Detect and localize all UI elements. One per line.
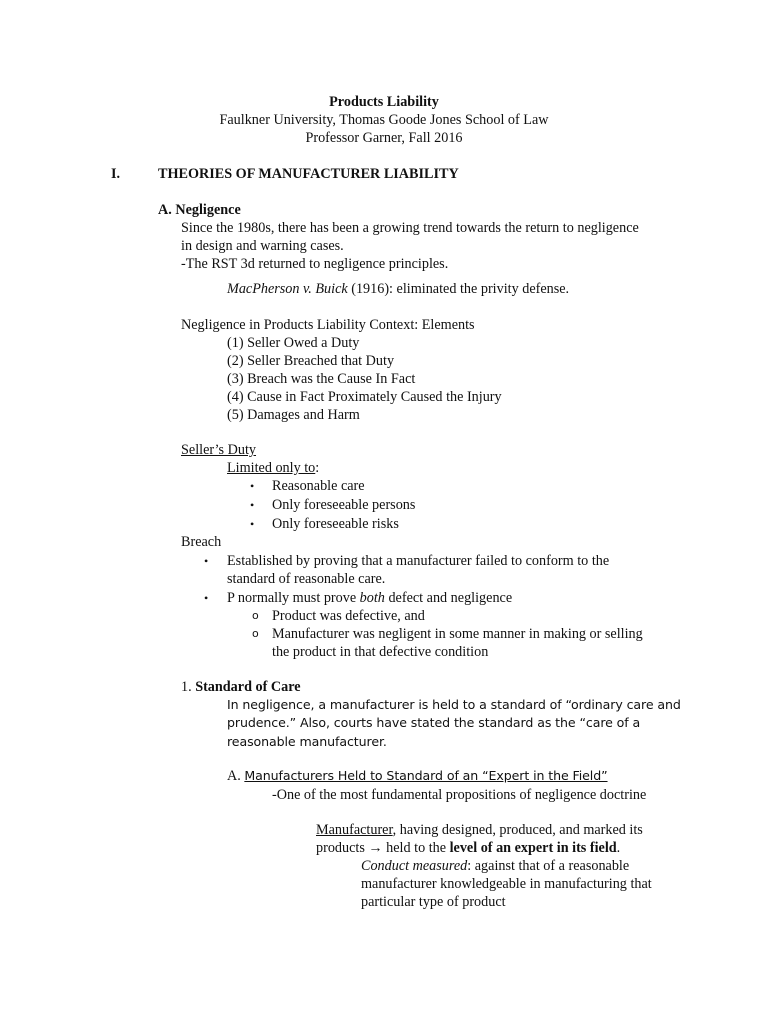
breach-sub-1: Product was defective, and <box>272 608 425 624</box>
standard-of-care-heading <box>181 678 301 696</box>
limited-colon: : <box>315 460 320 476</box>
macpherson-case-line <box>227 280 569 298</box>
breach-heading: Breach <box>181 534 222 550</box>
conduct-line-2: manufacturer knowledgeable in manufacturing that <box>361 876 652 892</box>
standard-line-2: prudence.” Also, courts have stated the standard as the “care of a <box>227 715 641 730</box>
manufacturer-line <box>316 821 643 839</box>
negligence-heading: A. Negligence <box>158 202 241 218</box>
bullet-2-emphasis: both <box>359 590 385 606</box>
breach-bullet-2 <box>227 589 512 607</box>
breach-bullet-1-line-2: standard of reasonable care. <box>227 571 386 587</box>
breach-bullet-1-line-1: Established by proving that a manufacturer failed to conform to the <box>227 553 610 569</box>
products-line <box>316 839 620 857</box>
expert-heading-line <box>227 767 608 785</box>
sellers-duty-heading: Seller’s Duty <box>181 442 257 458</box>
bullet-icon: • <box>204 554 209 568</box>
bullet-icon: • <box>204 591 209 605</box>
element-item: (1) Seller Owed a Duty <box>227 335 360 351</box>
rst-line: -The RST 3d returned to negligence principles. <box>181 256 449 272</box>
duty-item: Only foreseeable persons <box>272 497 416 513</box>
expert-heading: Manufacturers Held to Standard of an “Expert in the Field” <box>244 768 608 783</box>
bullet-icon: • <box>250 498 255 512</box>
products-end: . <box>616 840 621 856</box>
standard-number: 1. <box>181 679 196 695</box>
manufacturer-rest: , having designed, produced, and marked its <box>392 822 643 838</box>
products-pre: products <box>316 840 369 856</box>
element-item: (5) Damages and Harm <box>227 407 360 423</box>
element-item: (4) Cause in Fact Proximately Caused the Injury <box>227 389 502 405</box>
limited-only-to-line <box>227 459 319 477</box>
case-name: MacPherson v. Buick <box>227 281 348 297</box>
sub-bullet-icon: o <box>252 627 259 640</box>
case-holding: (1916): eliminated the privity defense. <box>347 281 570 297</box>
standard-title: Standard of Care <box>195 679 301 695</box>
breach-sub-2-line-1: Manufacturer was negligent in some manner in making or selling <box>272 626 643 642</box>
negligence-intro-line-1: Since the 1980s, there has been a growing trend towards the return to negligence <box>181 220 639 236</box>
conduct-line-3: particular type of product <box>361 894 506 910</box>
bullet-icon: • <box>250 479 255 493</box>
elements-heading: Negligence in Products Liability Context: Elements <box>181 317 475 333</box>
expert-prefix: A. <box>227 768 245 784</box>
duty-item: Reasonable care <box>272 478 365 494</box>
expert-proposition: -One of the most fundamental propositions of negligence doctrine <box>272 787 647 803</box>
manufacturer-label: Manufacturer <box>316 822 393 838</box>
sub-bullet-icon: o <box>252 609 259 622</box>
element-item: (2) Seller Breached that Duty <box>227 353 395 369</box>
limited-only-to-label: Limited only to <box>227 460 316 476</box>
document-title: Products Liability <box>329 94 439 110</box>
conduct-label: Conduct measured <box>361 858 468 874</box>
standard-line-3: reasonable manufacturer. <box>227 734 387 749</box>
breach-sub-2-line-2: the product in that defective condition <box>272 644 489 660</box>
section-numeral: I. <box>111 166 121 182</box>
bullet-icon: • <box>250 517 255 531</box>
institution-line: Faulkner University, Thomas Goode Jones School of Law <box>219 112 549 128</box>
conduct-rest: : against that of a reasonable <box>467 858 630 874</box>
standard-line-1: In negligence, a manufacturer is held to a standard of “ordinary care and <box>227 697 681 712</box>
right-arrow-icon: → <box>368 840 383 856</box>
products-mid: held to the <box>382 840 450 856</box>
element-item: (3) Breach was the Cause In Fact <box>227 371 416 387</box>
bullet-2-pre: P normally must prove <box>227 590 360 606</box>
professor-line: Professor Garner, Fall 2016 <box>305 130 463 146</box>
products-bold: level of an expert in its field <box>449 840 617 856</box>
conduct-line-1 <box>361 857 629 875</box>
section-title: THEORIES OF MANUFACTURER LIABILITY <box>158 166 459 182</box>
bullet-2-post: defect and negligence <box>384 590 513 606</box>
negligence-intro-line-2: in design and warning cases. <box>181 238 344 254</box>
duty-item: Only foreseeable risks <box>272 516 399 532</box>
